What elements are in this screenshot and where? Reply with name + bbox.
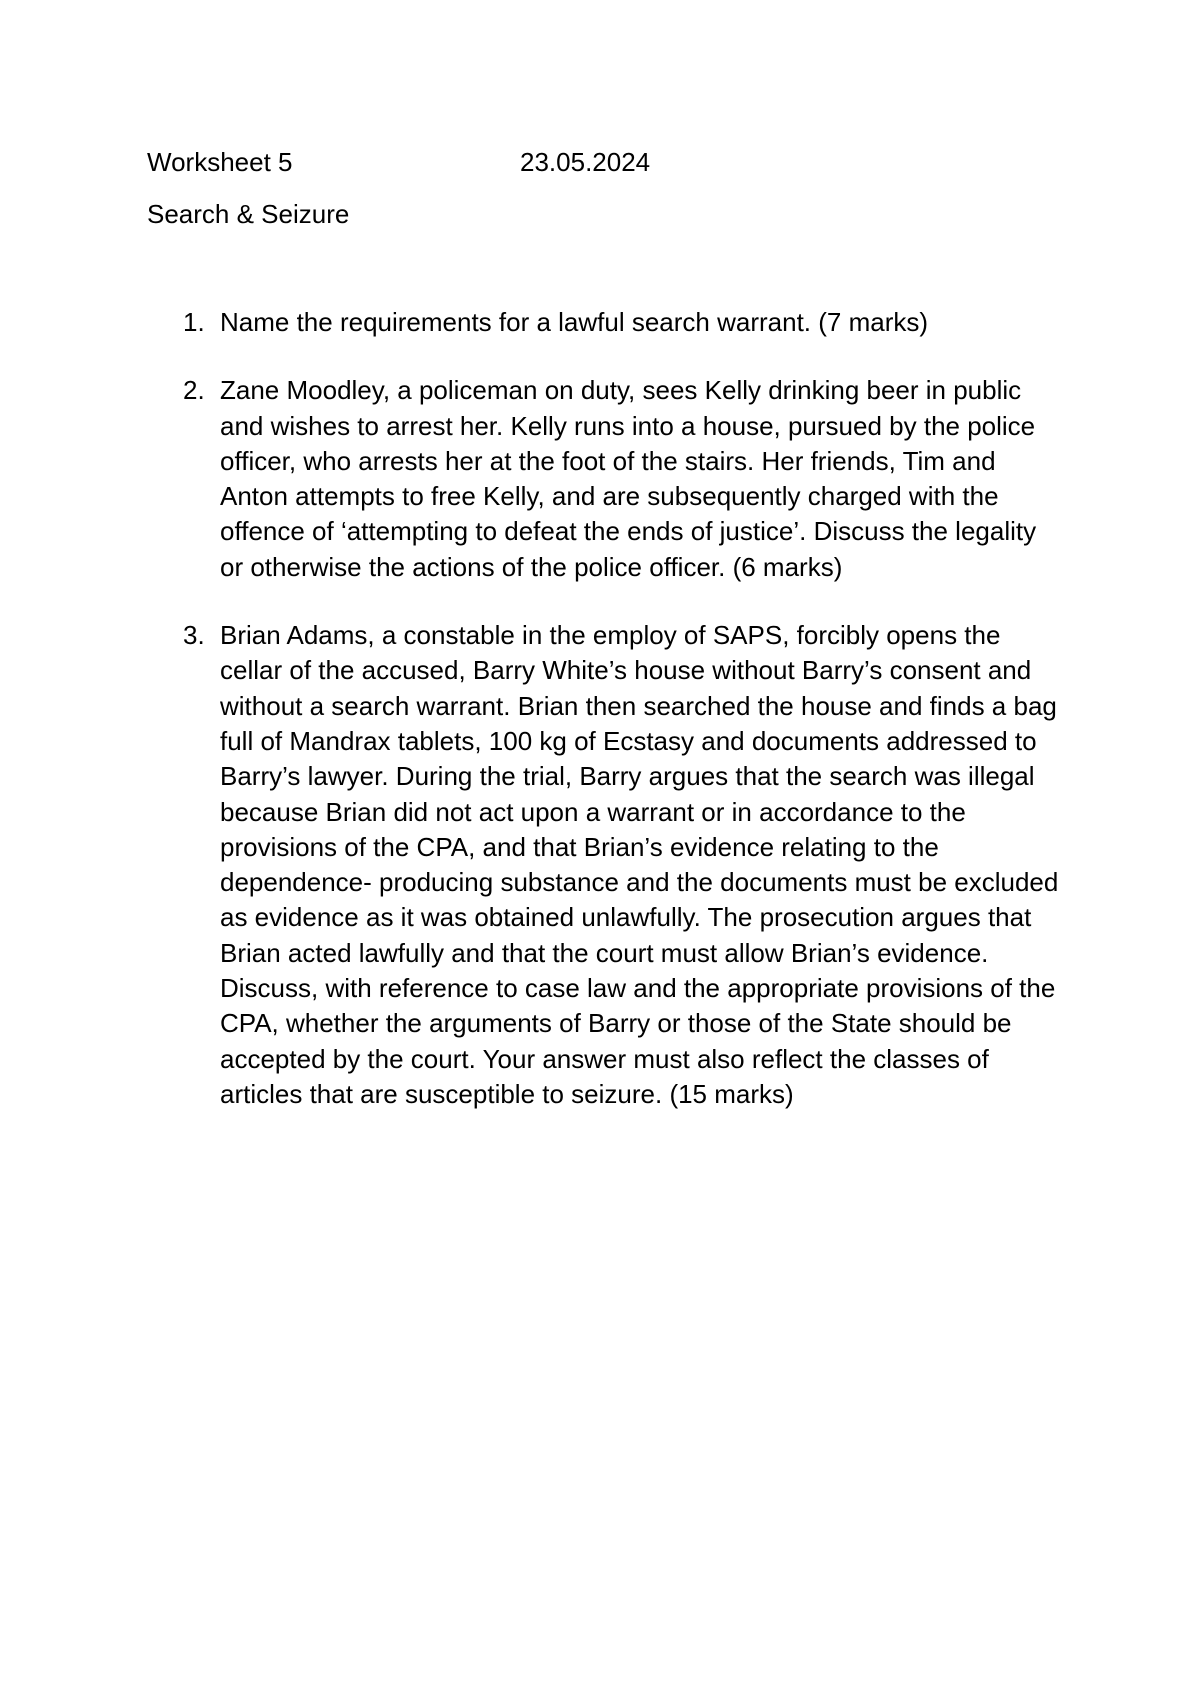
question-text: Name the requirements for a lawful search warrant. (7 marks) xyxy=(220,307,929,337)
question-item-3 xyxy=(0,618,1060,1112)
question-text: Brian Adams, a constable in the employ of SAPS, forcibly opens the cellar of the accused, Barry White’s house without Barry’s consent and without a search warrant. Brian then searched the house and finds a bag full of Mandrax tablets, 100 kg of Ecstasy and documents addressed to Barry’s lawyer. During the trial, Barry argues that the search was illegal because Brian did not act upon a warrant or in accordance to the provisions of the CPA, and that Brian’s evidence relating to the dependence- producing substance and the documents must be excluded as evidence as it was obtained unlawfully. The prosecution argues that Brian acted lawfully and that the court must allow Brian’s evidence. Discuss, with reference to case law and the appropriate provisions of the CPA, whether the arguments of Barry or those of the State should be accepted by the court. Your answer must also reflect the classes of articles that are susceptible to seizure. (15 marks) xyxy=(220,620,1059,1109)
question-number: 1. xyxy=(183,307,205,337)
worksheet-subtitle: Search & Seizure xyxy=(147,199,350,229)
worksheet-date: 23.05.2024 xyxy=(520,147,651,177)
question-list xyxy=(0,305,1200,1145)
question-number: 3. xyxy=(183,620,205,651)
question-item-1 xyxy=(0,305,1060,340)
question-number: 2. xyxy=(183,375,205,406)
question-text: Zane Moodley, a policeman on duty, sees Kelly drinking beer in public and wishes to arrest her. Kelly runs into a house, pursued by the police officer, who arrests her at the foot of the stairs. Her friends, Tim and Anton attempts to free Kelly, and are subsequently charged with the offence of ‘attempting to defeat the ends of justice’. Discuss the legality or otherwise the actions of the police officer. (6 marks) xyxy=(220,375,1037,582)
worksheet-title: Worksheet 5 xyxy=(147,147,293,177)
question-item-2 xyxy=(0,373,1060,585)
